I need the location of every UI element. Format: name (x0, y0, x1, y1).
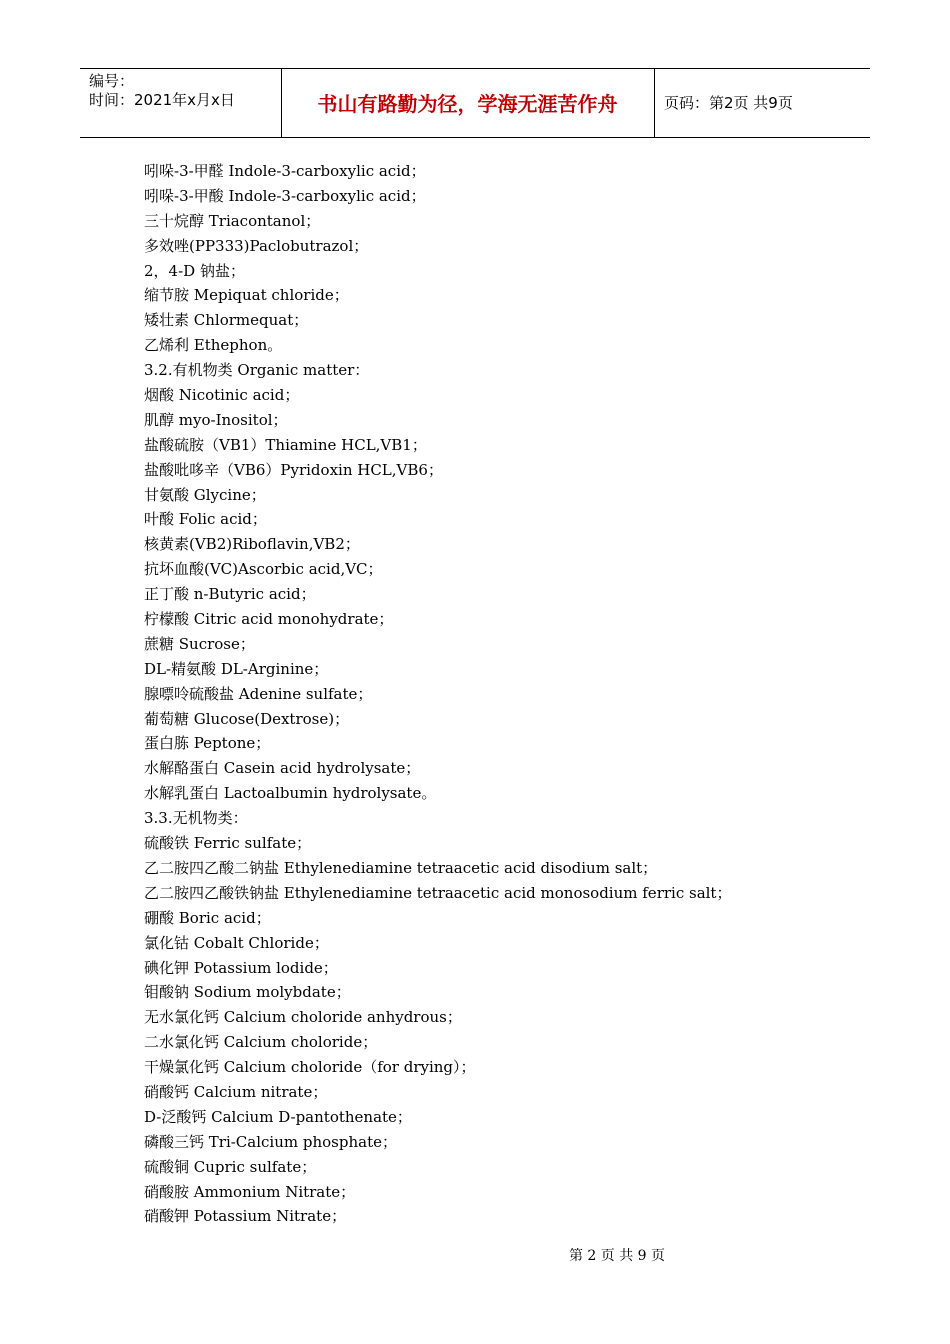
text-line: 抗坏血酸(VC)Ascorbic acid,VC； (144, 560, 383, 579)
text-line: 乙二胺四乙酸二钠盐 Ethylenediamine tetraacetic acid disodium salt； (144, 858, 658, 877)
text-line: 二水氯化钙 Calcium choloride； (144, 1033, 378, 1052)
text-line: 硫酸铜 Cupric sulfate； (144, 1157, 317, 1176)
text-line: 多效唑(PP333)Paclobutrazol； (144, 236, 369, 255)
text-line: 乙烯利 Ethephon。 (144, 336, 283, 355)
text-line: D-泛酸钙 Calcium D-pantothenate； (144, 1107, 412, 1126)
text-line: 核黄素(VB2)Riboflavin,VB2； (144, 535, 360, 554)
text-line: 甘氨酸 Glycine； (144, 485, 266, 504)
text-line: 干燥氯化钙 Calcium choloride（for drying）； (144, 1058, 476, 1077)
text-line: 吲哚-3-甲酸 Indole-3-carboxylic acid； (144, 186, 426, 205)
text-line: 磷酸三钙 Tri-Calcium phosphate； (144, 1132, 397, 1151)
text-line: 硝酸胺 Ammonium Nitrate； (144, 1182, 356, 1201)
text-line: 硼酸 Boric acid； (144, 908, 271, 927)
text-line: 硝酸钙 Calcium nitrate； (144, 1082, 328, 1101)
text-line: 水解乳蛋白 Lactoalbumin hydrolysate。 (144, 784, 437, 803)
text-line: 盐酸吡哆辛（VB6）Pyridoxin HCL,VB6； (144, 460, 443, 479)
header-right-cell (655, 69, 870, 137)
text-line: 硝酸钾 Potassium Nitrate； (144, 1207, 347, 1226)
text-line: 硫酸铁 Ferric sulfate； (144, 834, 312, 853)
time-label: 时间：2021年x月x日 (89, 91, 235, 109)
page-header (80, 68, 870, 138)
document-body (144, 159, 844, 1229)
header-middle-cell (281, 69, 655, 137)
text-line: 吲哚-3-甲醛 Indole-3-carboxylic acid； (144, 162, 426, 180)
page-footer: 第 2 页 共 9 页 (568, 1248, 666, 1264)
text-line: 腺嘌呤硫酸盐 Adenine sulfate； (144, 684, 373, 703)
text-line: DL-精氨酸 DL-Arginine； (144, 659, 329, 678)
header-left-cell (80, 69, 282, 137)
text-line: 柠檬酸 Citric acid monohydrate； (144, 610, 394, 629)
number-label: 编号： (89, 72, 135, 90)
text-line: 3.2.有机物类 Organic matter： (144, 361, 370, 380)
text-line: 乙二胺四乙酸铁钠盐 Ethylenediamine tetraacetic acid monosodium ferric salt； (144, 883, 732, 902)
text-line: 碘化钾 Potassium lodide； (144, 958, 338, 977)
text-line: 蛋白胨 Peptone； (144, 734, 271, 753)
text-line: 肌醇 myo-Inositol； (144, 410, 288, 429)
text-line: 叶酸 Folic acid； (144, 510, 267, 529)
text-line: 蔗糖 Sucrose； (144, 634, 255, 653)
text-line: 三十烷醇 Triacontanol； (144, 211, 321, 230)
header-page-info: 页码：第2页 共9页 (664, 94, 793, 112)
text-line: 水解酪蛋白 Casein acid hydrolysate； (144, 759, 421, 778)
text-line: 烟酸 Nicotinic acid； (144, 386, 300, 405)
text-line: 正丁酸 n-Butyric acid； (144, 585, 316, 604)
text-line: 矮壮素 Chlormequat； (144, 311, 309, 330)
text-line: 盐酸硫胺（VB1）Thiamine HCL,VB1； (144, 435, 427, 454)
text-line: 氯化钴 Cobalt Chloride； (144, 933, 329, 952)
text-line: 3.3.无机物类： (144, 809, 248, 828)
text-line: 钼酸钠 Sodium molybdate； (144, 983, 351, 1002)
header-motto: 书山有路勤为径，学海无涯苦作舟 (317, 92, 618, 116)
text-line: 缩节胺 Mepiquat chloride； (144, 286, 349, 305)
text-line: 葡萄糖 Glucose(Dextrose)； (144, 709, 350, 728)
text-line: 2，4-D 钠盐； (144, 261, 245, 280)
text-line: 无水氯化钙 Calcium choloride anhydrous； (144, 1008, 462, 1027)
